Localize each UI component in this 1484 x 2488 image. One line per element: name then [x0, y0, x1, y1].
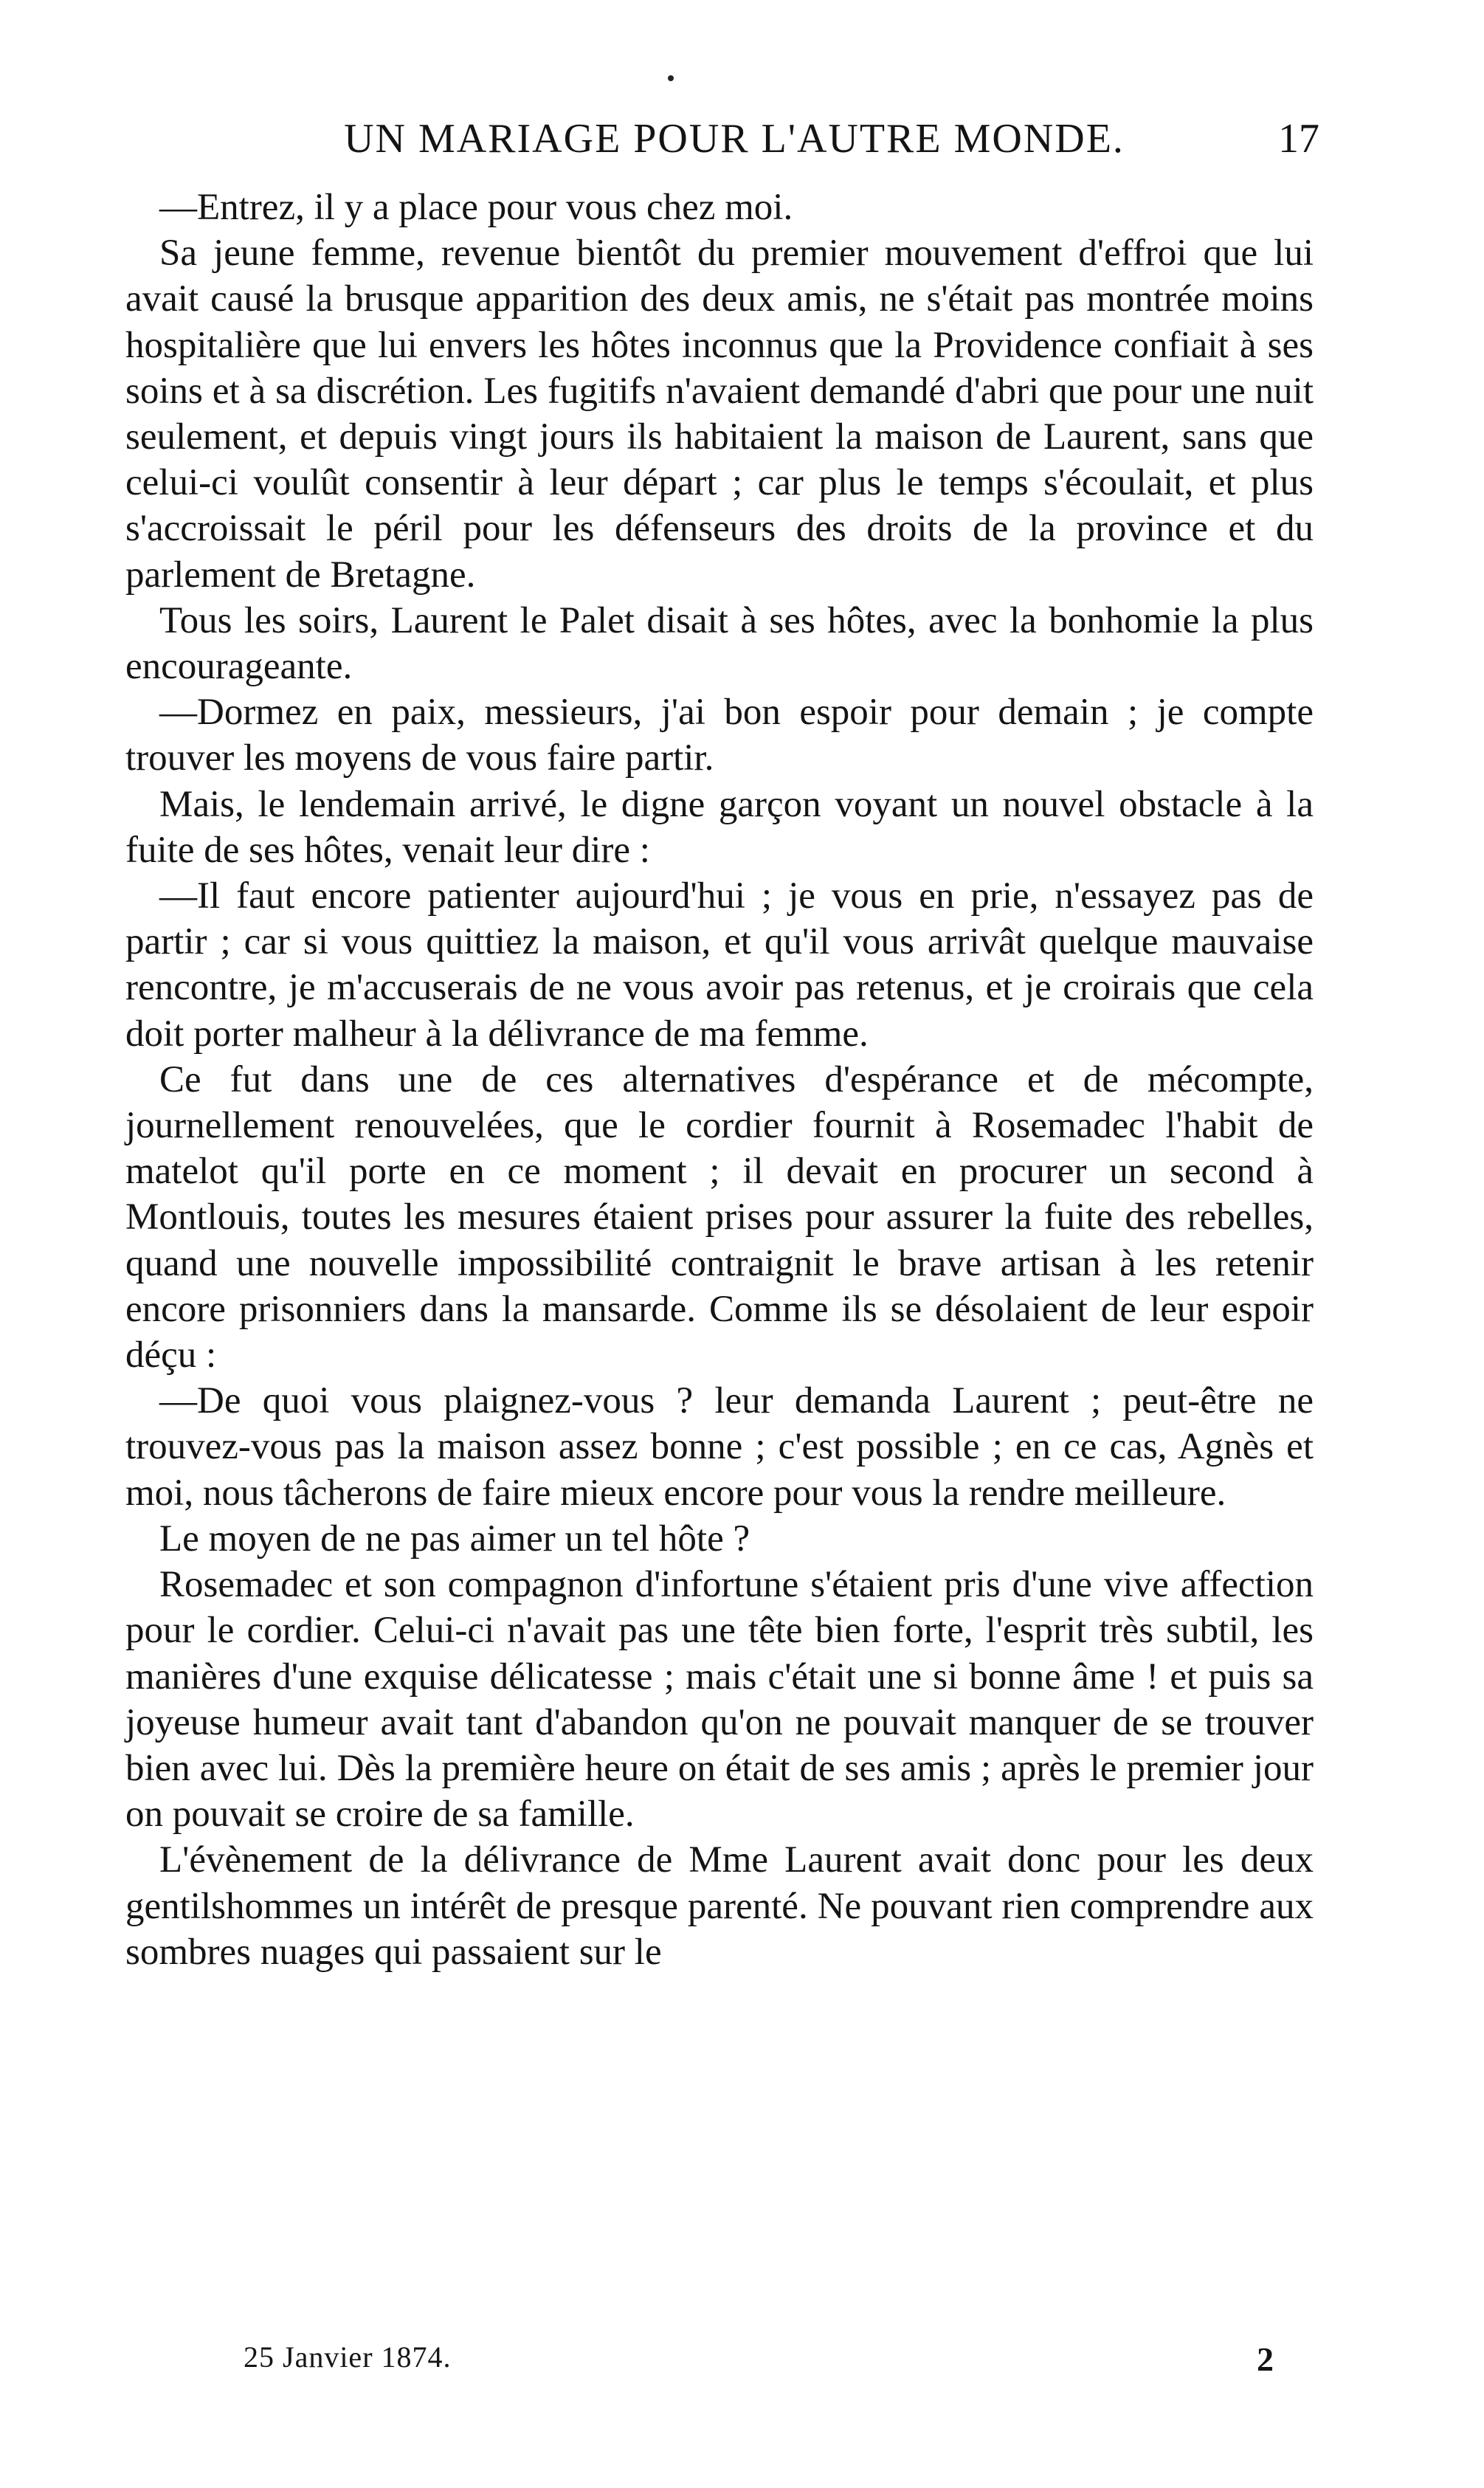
- page-footer: [125, 2340, 1314, 2384]
- paragraph: Tous les soirs, Laurent le Palet disait à ses hôtes, avec la bonhomie la plus encourageante.: [125, 599, 1314, 688]
- paragraph: —Il faut encore patienter aujourd'hui ; je vous en prie, n'essayez pas de partir ; car si vous quittiez la maison, et qu'il vous arrivât quelque mauvaise rencontre, je m'accuserais de ne vous avoir pas retenus, et je croirais que cela doit porter malheur à la délivrance de ma femme.: [125, 875, 1314, 1055]
- body-text: [125, 185, 1314, 1975]
- paragraph: Sa jeune femme, revenue bientôt du premier mouvement d'effroi que lui avait causé la brusque apparition des deux amis, ne s'était pas montrée moins hospitalière que lui envers les hôtes inconnus que la Providence confiait à ses soins et à sa discrétion. Les fugitifs n'avaient demandé d'abri que pour une nuit seulement, et depuis vingt jours ils habitaient la maison de Laurent, sans que celui-ci voulût consentir à leur départ ; car plus le temps s'écoulait, et plus s'accroissait le péril pour les défenseurs des droits de la province et du parlement de Bretagne.: [125, 232, 1314, 596]
- paragraph: —Dormez en paix, messieurs, j'ai bon espoir pour demain ; je compte trouver les moyens de vous faire partir.: [125, 692, 1314, 779]
- paragraph: —Entrez, il y a place pour vous chez moi.: [159, 187, 793, 228]
- paragraph: L'évènement de la délivrance de Mme Laurent avait donc pour les deux gentilshommes un intérêt de presque parenté. Ne pouvant rien comprendre aux sombres nuages qui passaient sur le: [125, 1839, 1314, 1973]
- book-page: [125, 96, 1319, 2406]
- print-speck: [668, 75, 674, 81]
- running-title: UN MARIAGE POUR L'AUTRE MONDE.: [344, 116, 1125, 162]
- paragraph: Le moyen de ne pas aimer un tel hôte ?: [159, 1517, 750, 1560]
- paragraph: Mais, le lendemain arrivé, le digne garçon voyant un nouvel obstacle à la fuite de ses hôtes, venait leur dire :: [125, 783, 1314, 871]
- paragraph: Ce fut dans une de ces alternatives d'espérance et de mécompte, journellement renouvelées, que le cordier fournit à Rosemadec l'habit de matelot qu'il porte en ce moment ; il devait en procurer un second à Montlouis, toutes les mesures étaient prises pour assurer la fuite des rebelles, quand une nouvelle impossibilité contraignit le brave artisan à les retenir encore prisonniers dans la mansarde. Comme ils se désolaient de leur espoir déçu :: [125, 1058, 1314, 1376]
- paragraph: Rosemadec et son compagnon d'infortune s'étaient pris d'une vive affection pour le cordier. Celui-ci n'avait pas une tête bien forte, l'esprit très subtil, les manières d'une exquise délicatesse ; mais c'était une si bonne âme ! et puis sa joyeuse humeur avait tant d'abandon qu'on ne pouvait manquer de se trouver bien avec lui. Dès la première heure on était de ses amis ; après le premier jour on pouvait se croire de sa famille.: [125, 1564, 1314, 1836]
- page-number: 17: [1278, 116, 1319, 162]
- issue-date: 25 Janvier 1874.: [244, 2340, 452, 2374]
- paragraph: —De quoi vous plaignez-vous ? leur demanda Laurent ; peut-être ne trouvez-vous pas la maison assez bonne ; c'est possible ; en ce cas, Agnès et moi, nous tâcherons de faire mieux encore pour vous la rendre meilleure.: [125, 1380, 1314, 1514]
- page-header: [125, 96, 1319, 162]
- signature-mark: 2: [1257, 2340, 1274, 2378]
